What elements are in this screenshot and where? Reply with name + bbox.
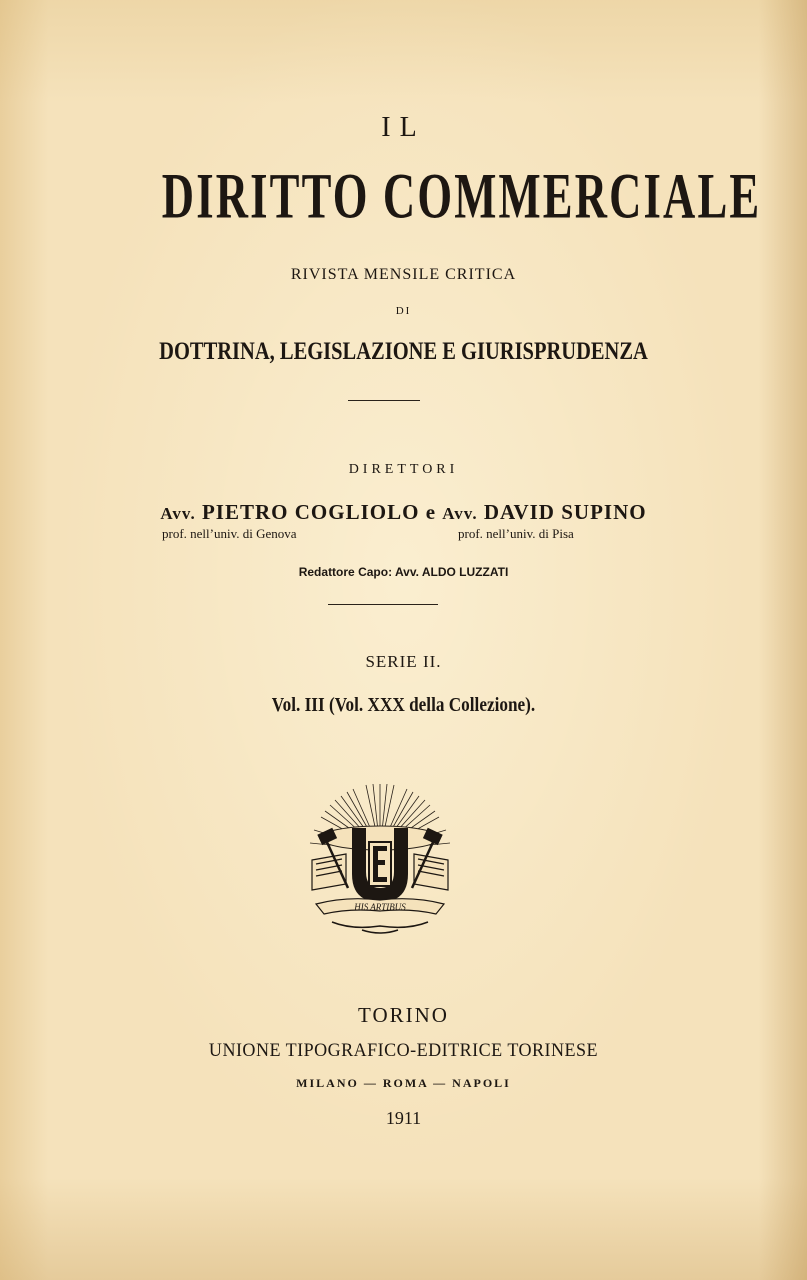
director1-name: PIETRO COGLIOLO bbox=[201, 500, 420, 524]
editor-label: Redattore Capo: bbox=[298, 565, 393, 579]
title-article: IL bbox=[381, 112, 426, 143]
director1-affiliation: prof. nell’univ. di Genova bbox=[162, 526, 297, 541]
subtitle-connector: DI bbox=[395, 305, 412, 317]
director2-name: DAVID SUPINO bbox=[483, 500, 647, 524]
directors-names bbox=[0, 500, 807, 525]
imprint-publisher: UNIONE TIPOGRAFICO-EDITRICE TORINESE bbox=[208, 1040, 599, 1061]
volume-label: Vol. III (Vol. XXX della Collezione). bbox=[271, 694, 536, 716]
journal-subtitle: RIVISTA MENSILE CRITICA bbox=[290, 266, 517, 283]
director2-prefix: Avv. bbox=[442, 504, 478, 523]
emblem-motto: HIS ARTIBUS bbox=[354, 902, 406, 912]
director2-affiliation: prof. nell’univ. di Pisa bbox=[458, 526, 574, 541]
editor-name: Avv. ALDO LUZZATI bbox=[394, 565, 509, 579]
imprint-cities: MILANO — ROMA — NAPOLI bbox=[296, 1076, 511, 1090]
directors-heading: DIRETTORI bbox=[348, 462, 459, 477]
journal-topics: DOTTRINA, LEGISLAZIONE E GIURISPRUDENZA bbox=[159, 338, 648, 365]
divider bbox=[328, 604, 438, 605]
publisher-emblem-icon bbox=[302, 780, 458, 940]
editor-line bbox=[0, 565, 807, 579]
directors-conjunction: e bbox=[425, 500, 437, 524]
imprint-city: TORINO bbox=[358, 1003, 449, 1027]
director1-prefix: Avv. bbox=[160, 504, 196, 523]
series-label: SERIE II. bbox=[365, 652, 442, 671]
journal-title: DIRITTO COMMERCIALE bbox=[161, 161, 762, 233]
imprint-year: 1911 bbox=[385, 1108, 422, 1128]
divider bbox=[348, 400, 420, 401]
